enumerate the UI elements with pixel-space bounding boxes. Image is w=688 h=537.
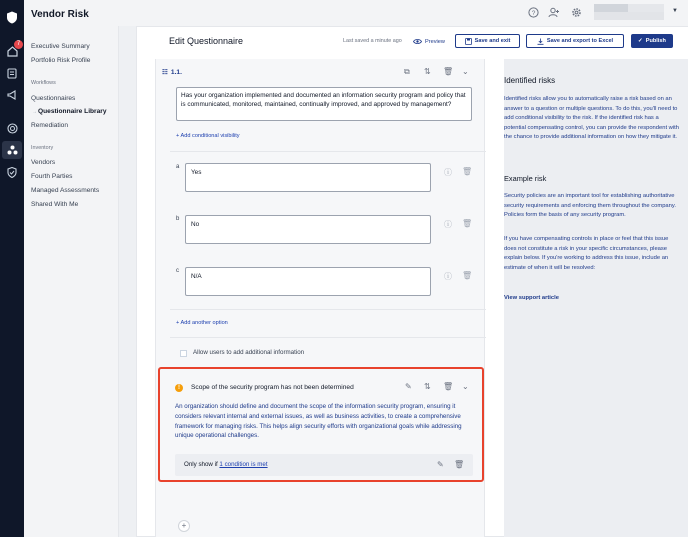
document-icon[interactable] [4, 65, 20, 81]
option-letter: b [176, 216, 180, 222]
trash-icon[interactable]: 🗑 [462, 271, 473, 280]
preview-button[interactable] [413, 35, 445, 48]
sub-arrow-icon: → [32, 109, 37, 115]
allow-additional-info-label: Allow users to add additional information [193, 349, 305, 356]
icon-rail [0, 0, 24, 537]
reorder-icon[interactable]: ⇅ [424, 67, 431, 76]
sidebar-heading-workflows: Workflows [31, 80, 56, 86]
help-icon[interactable] [527, 6, 539, 18]
sidebar-item-remediation[interactable]: Remediation [31, 122, 69, 129]
users-icon[interactable] [548, 6, 560, 18]
target-icon[interactable] [4, 120, 20, 136]
preview-label: Preview [425, 38, 445, 45]
vendors-icon[interactable] [2, 141, 22, 159]
option-field-yes[interactable]: Yes [185, 163, 431, 192]
trash-icon[interactable]: 🗑 [454, 460, 465, 469]
sidebar-item-shared-with-me[interactable]: Shared With Me [31, 201, 79, 208]
sidebar-item-questionnaires[interactable]: Questionnaires [31, 95, 76, 102]
save-icon [465, 38, 472, 45]
saved-status: Last saved a minute ago [343, 38, 402, 44]
shield-logo-icon[interactable] [4, 9, 20, 25]
chevron-down-icon[interactable]: ⌄ [462, 67, 469, 76]
option-letter: c [176, 268, 179, 274]
condition-link[interactable]: 1 condition is met [219, 461, 268, 468]
sidebar [24, 26, 118, 537]
info-icon[interactable]: ⓘ [444, 168, 452, 177]
sidebar-item-vendors[interactable]: Vendors [31, 159, 56, 166]
option-letter: a [176, 164, 180, 170]
megaphone-icon[interactable] [4, 87, 20, 103]
question-text-field[interactable]: Has your organization implemented and documented an information security program and policy that is communicated, monitored, maintained, continually improved, and approved by management? [176, 87, 472, 121]
sidebar-item-portfolio-risk-profile[interactable]: Portfolio Risk Profile [31, 57, 91, 64]
save-and-export-button[interactable] [526, 34, 624, 48]
save-and-exit-label: Save and exit [474, 38, 511, 44]
notification-badge: 7 [14, 40, 23, 49]
user-menu[interactable] [594, 4, 664, 20]
sidebar-item-managed-assessments[interactable]: Managed Assessments [31, 187, 100, 194]
sidebar-item-executive-summary[interactable]: Executive Summary [31, 43, 90, 50]
question-number: ☷ 1.1. [162, 69, 182, 76]
warning-icon: ! [175, 384, 183, 392]
help-paragraph: If you have compensating controls in place or feel that this issue does not constitute a risk in your specific circumstances, please explain below. If you're working to address this issue, include an estimate of when it will be resolved: [504, 236, 669, 271]
identified-risk-card [158, 367, 484, 482]
add-item-button[interactable]: + [178, 520, 190, 532]
view-support-article-link[interactable]: View support article [504, 295, 559, 301]
gear-icon[interactable] [570, 6, 582, 18]
divider [170, 337, 486, 338]
chevron-down-icon[interactable]: ⌄ [462, 382, 469, 391]
sidebar-item-questionnaire-library[interactable]: Questionnaire Library [38, 108, 107, 115]
copy-icon[interactable]: ⧉ [404, 67, 410, 76]
top-bar [24, 0, 688, 26]
divider [170, 309, 486, 310]
trash-icon[interactable]: 🗑 [443, 382, 454, 391]
publish-button[interactable] [631, 34, 673, 48]
help-paragraph: Identified risks allow you to automatically raise a risk based on an answer to a question or multiple questions. To do this, you'll need to add conditional visibility to the risk. If the identified risk has a potential compensating control, you can provide the respondent with the chance to provide additional information on how they mitigate it. [504, 96, 679, 140]
option-field-na[interactable]: N/A [185, 267, 431, 296]
sidebar-heading-inventory: Inventory [31, 145, 54, 151]
publish-label: Publish [645, 38, 666, 44]
condition-text: Only show if 1 condition is met [184, 461, 268, 468]
pencil-icon[interactable]: ✎ [405, 382, 412, 391]
help-heading-identified-risks: Identified risks [504, 76, 556, 85]
risk-description: An organization should define and document the scope of the information security program, ensuring it considers relevant internal and external issues, as well as business activities, to create a comprehensive framework for managing risks. This helps align security efforts with organizational goals while addressing unique operational challenges. [175, 403, 462, 440]
shield-check-icon[interactable] [4, 164, 20, 180]
trash-icon[interactable]: 🗑 [443, 67, 454, 76]
option-field-no[interactable]: No [185, 215, 431, 244]
help-paragraph: Security policies are an important tool for establishing authoritative security requirements and enforcing them throughout the company. Policies form the basis of any security program. [504, 193, 676, 218]
reorder-icon[interactable]: ⇅ [424, 382, 431, 391]
trash-icon[interactable]: 🗑 [462, 219, 473, 228]
download-icon [537, 38, 544, 45]
main-area [118, 26, 688, 537]
risk-condition [175, 454, 473, 476]
risk-title: Scope of the security program has not been determined [191, 384, 354, 391]
list-icon: ☷ [162, 69, 168, 76]
pencil-icon[interactable]: ✎ [437, 460, 444, 469]
allow-additional-info-checkbox[interactable] [180, 350, 187, 357]
add-conditional-visibility-link[interactable]: + Add conditional visibility [176, 133, 240, 139]
check-icon: ✓ [638, 38, 643, 44]
editor-card [136, 26, 688, 537]
eye-icon [413, 38, 422, 45]
trash-icon[interactable]: 🗑 [462, 167, 473, 176]
app-title: Vendor Risk [31, 9, 89, 20]
page-title: Edit Questionnaire [169, 36, 244, 46]
info-icon[interactable]: ⓘ [444, 220, 452, 229]
add-another-option-link[interactable]: + Add another option [176, 320, 228, 326]
divider [170, 151, 486, 152]
sidebar-item-fourth-parties[interactable]: Fourth Parties [31, 173, 73, 180]
help-panel [504, 59, 688, 537]
save-and-export-label: Save and export to Excel [546, 38, 614, 44]
save-and-exit-button[interactable] [455, 34, 520, 48]
help-heading-example-risk: Example risk [504, 174, 547, 183]
chevron-down-icon[interactable]: ▼ [672, 8, 678, 14]
info-icon[interactable]: ⓘ [444, 272, 452, 281]
svg-text:?: ? [531, 9, 535, 17]
